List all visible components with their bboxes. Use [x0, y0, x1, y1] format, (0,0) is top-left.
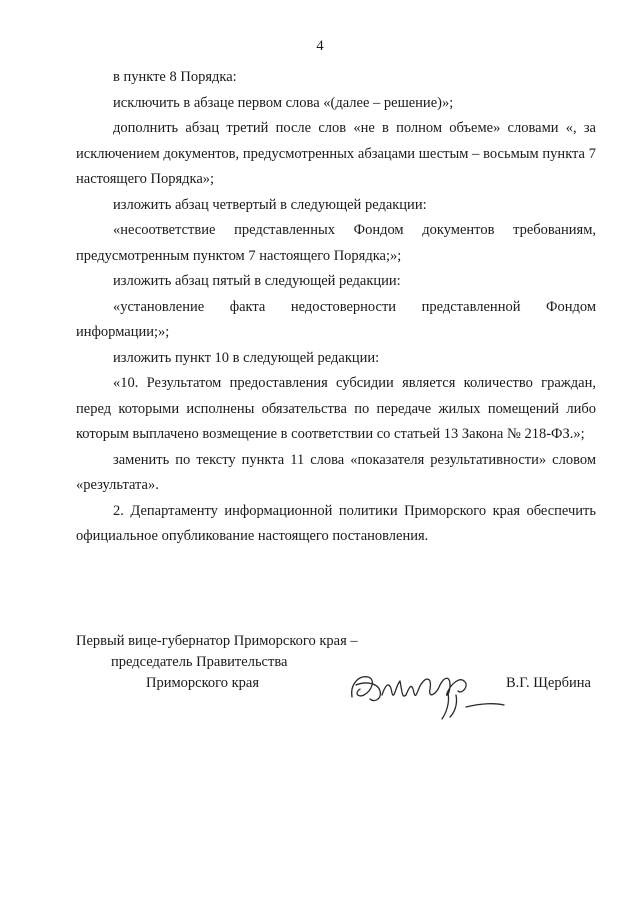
paragraph-point-10-text: «10. Результатом предоставления субсидии является количество граждан, перед которыми исполнены обязательства по передаче жилых помещений либо которым выплачено возмещение в соответствии со статьей 13 Закона № 218-ФЗ.»;	[76, 375, 596, 442]
paragraph-point-11: заменить по тексту пункта 11 слова «показателя результативности» словом «результата».	[76, 451, 596, 493]
document-body	[76, 65, 596, 550]
signatory-title-line3: Приморского края	[146, 675, 260, 691]
signature-block	[76, 631, 616, 721]
paragraph-fifth-intro: изложить абзац пятый в следующей редакции:	[113, 273, 401, 289]
paragraph-exclude-words: исключить в абзаце первом слова «(далее – решение)»;	[113, 94, 454, 111]
handwritten-signature	[346, 655, 506, 725]
signatory-name: В.Г. Щербина	[506, 675, 591, 691]
paragraph-fifth-text: «установление факта недостоверности представленной Фондом информации;»;	[76, 298, 596, 340]
paragraph-point-10-intro: изложить пункт 10 в следующей редакции:	[113, 349, 380, 366]
paragraph-fourth-intro: изложить абзац четвертый в следующей редакции:	[113, 196, 427, 213]
signatory-title-line2: председатель Правительства	[111, 654, 288, 670]
page-number: 4	[316, 38, 324, 54]
paragraph-fourth-text: «несоответствие представленных Фондом документов требованиям, предусмотренным пунктом 7 настоящего Порядка;»;	[76, 222, 596, 264]
paragraph-item-2: 2. Департаменту информационной политики Приморского края обеспечить официальное опубликование настоящего постановления.	[76, 502, 596, 544]
paragraph-add-to-third: дополнить абзац третий после слов «не в полном объеме» словами «, за исключением документов, предусмотренных абзацами шестым – восьмым пункта 7 настоящего Порядка»;	[76, 120, 596, 187]
paragraph-point-8: в пункте 8 Порядка:	[113, 69, 237, 85]
signatory-title-line1: Первый вице-губернатор Приморского края –	[76, 633, 358, 649]
